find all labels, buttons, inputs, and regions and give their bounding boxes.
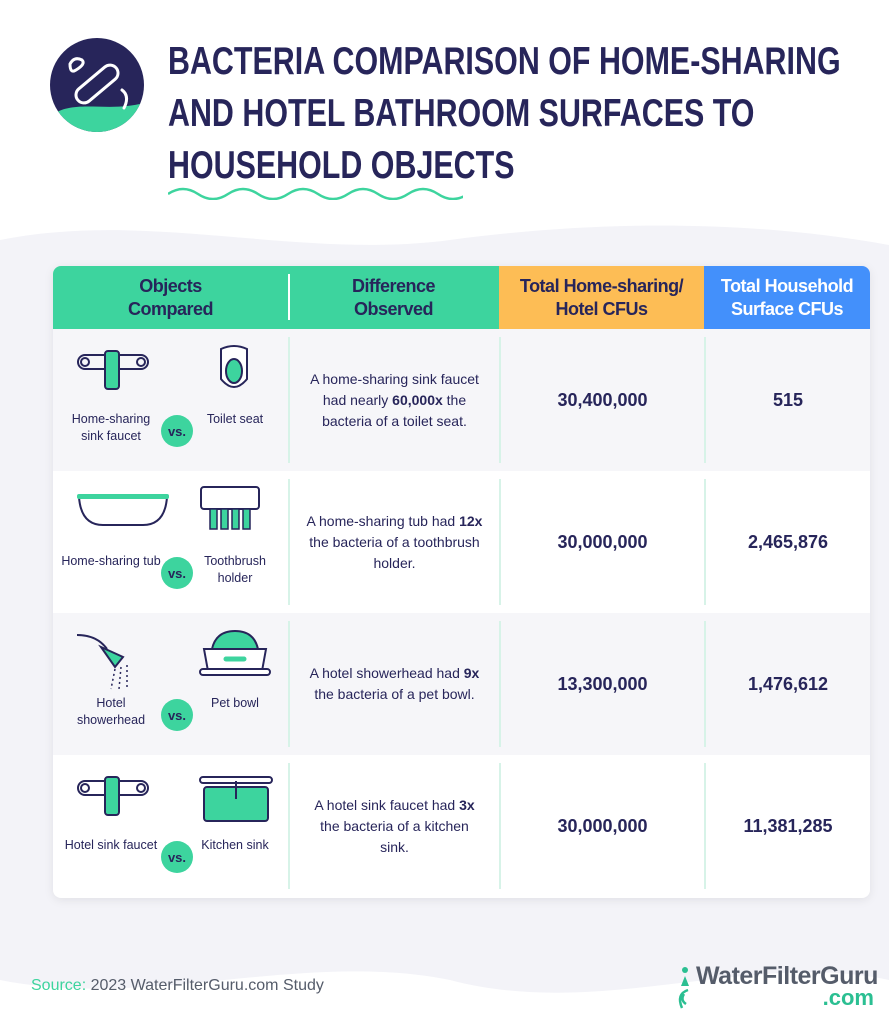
objects-compared-cell <box>53 329 288 471</box>
vs-badge: vs. <box>161 557 193 589</box>
right-object-label: Pet bowl <box>211 696 259 710</box>
left-object-label: Hotel sink faucet <box>64 838 158 852</box>
desc-text: A home-sharing sink faucet had nearly <box>310 370 479 408</box>
bacteria-logo-icon <box>50 38 144 132</box>
right-object-label: Kitchen sink <box>201 838 269 852</box>
header-total-household-cfus: Total Household Surface CFUs <box>704 266 870 329</box>
total-hotel-cfus: 13,300,000 <box>557 673 648 694</box>
difference-cell <box>288 337 499 463</box>
difference-cell <box>288 479 499 605</box>
desc-multiplier: 9x <box>463 665 480 681</box>
total-household-cfus-cell <box>704 479 870 605</box>
objects-compared-cell <box>53 471 288 613</box>
desc-text: the bacteria of a pet bowl. <box>314 686 475 702</box>
header-divider <box>288 274 290 320</box>
desc-text: A hotel sink faucet had <box>314 796 460 813</box>
page-title: BACTERIA COMPARISON OF HOME-SHARING AND HOTEL BATHROOM SURFACES TO HOUSEHOLD OBJECTS <box>168 40 841 187</box>
desc-multiplier: 3x <box>459 796 475 813</box>
header-objects-compared: Objects Compared <box>53 266 288 329</box>
desc-multiplier: 60,000x <box>392 391 443 408</box>
showerhead-icon <box>75 631 145 696</box>
left-object-label: Home-sharing tub <box>61 554 161 568</box>
total-household-cfus-cell <box>704 337 870 463</box>
difference-cell <box>288 621 499 747</box>
objects-compared-cell <box>53 613 288 755</box>
total-household-cfus-cell <box>704 763 870 889</box>
total-household-cfus-cell <box>704 621 870 747</box>
water-drop-icon <box>674 966 694 1010</box>
total-hotel-cfus-cell <box>499 621 704 747</box>
comparison-table <box>53 266 870 898</box>
brand-tld: .com <box>822 985 874 1010</box>
total-hotel-cfus-cell <box>499 337 704 463</box>
table-row <box>53 471 870 613</box>
vs-badge: vs. <box>161 415 193 447</box>
desc-text: the bacteria of a kitchen sink. <box>320 817 469 855</box>
source-label: Source: <box>31 977 87 994</box>
right-object-label: Toothbrush holder <box>204 554 266 585</box>
total-household-cfus: 2,465,876 <box>747 531 829 552</box>
header-difference-observed: Difference Observed <box>288 266 499 329</box>
brand-logo[interactable] <box>674 962 878 1012</box>
total-hotel-cfus-cell <box>499 763 704 889</box>
desc-multiplier: 12x <box>459 512 483 529</box>
desc-text: the bacteria of a toothbrush holder. <box>309 533 480 571</box>
vs-badge: vs. <box>161 699 193 731</box>
desc-text: A hotel showerhead had <box>309 665 464 681</box>
table-row <box>53 755 870 897</box>
toothbrush-holder-icon <box>198 485 262 542</box>
toilet-seat-icon <box>217 343 251 398</box>
source-text: 2023 WaterFilterGuru.com Study <box>86 977 324 994</box>
bathtub-icon <box>75 489 171 534</box>
right-object-label: Toilet seat <box>206 412 264 426</box>
difference-cell <box>288 763 499 889</box>
total-household-cfus: 1,476,612 <box>747 673 829 694</box>
desc-text: A home-sharing tub had <box>306 512 460 529</box>
faucet-icon <box>75 347 151 398</box>
squiggle-divider <box>168 186 463 200</box>
total-hotel-cfus: 30,000,000 <box>557 815 648 836</box>
objects-compared-cell <box>53 755 288 897</box>
source-note <box>31 977 324 995</box>
total-hotel-cfus-cell <box>499 479 704 605</box>
left-object-label: Hotel showerhead <box>76 696 146 727</box>
desc-text: the bacteria of a toilet seat. <box>322 391 467 429</box>
kitchen-sink-icon <box>198 769 274 830</box>
total-hotel-cfus: 30,400,000 <box>557 389 648 410</box>
table-row <box>53 613 870 755</box>
pet-bowl-icon <box>198 627 272 684</box>
left-object-label: Home-sharing sink faucet <box>71 412 151 443</box>
faucet-icon <box>75 773 151 824</box>
total-hotel-cfus: 30,000,000 <box>557 531 648 552</box>
header-total-hotel-cfus: Total Home-sharing/ Hotel CFUs <box>499 266 704 329</box>
brand-name: WaterFilterGuru <box>696 962 878 990</box>
vs-badge: vs. <box>161 841 193 873</box>
table-row <box>53 329 870 471</box>
total-household-cfus: 515 <box>772 389 804 410</box>
total-household-cfus: 11,381,285 <box>743 815 833 836</box>
